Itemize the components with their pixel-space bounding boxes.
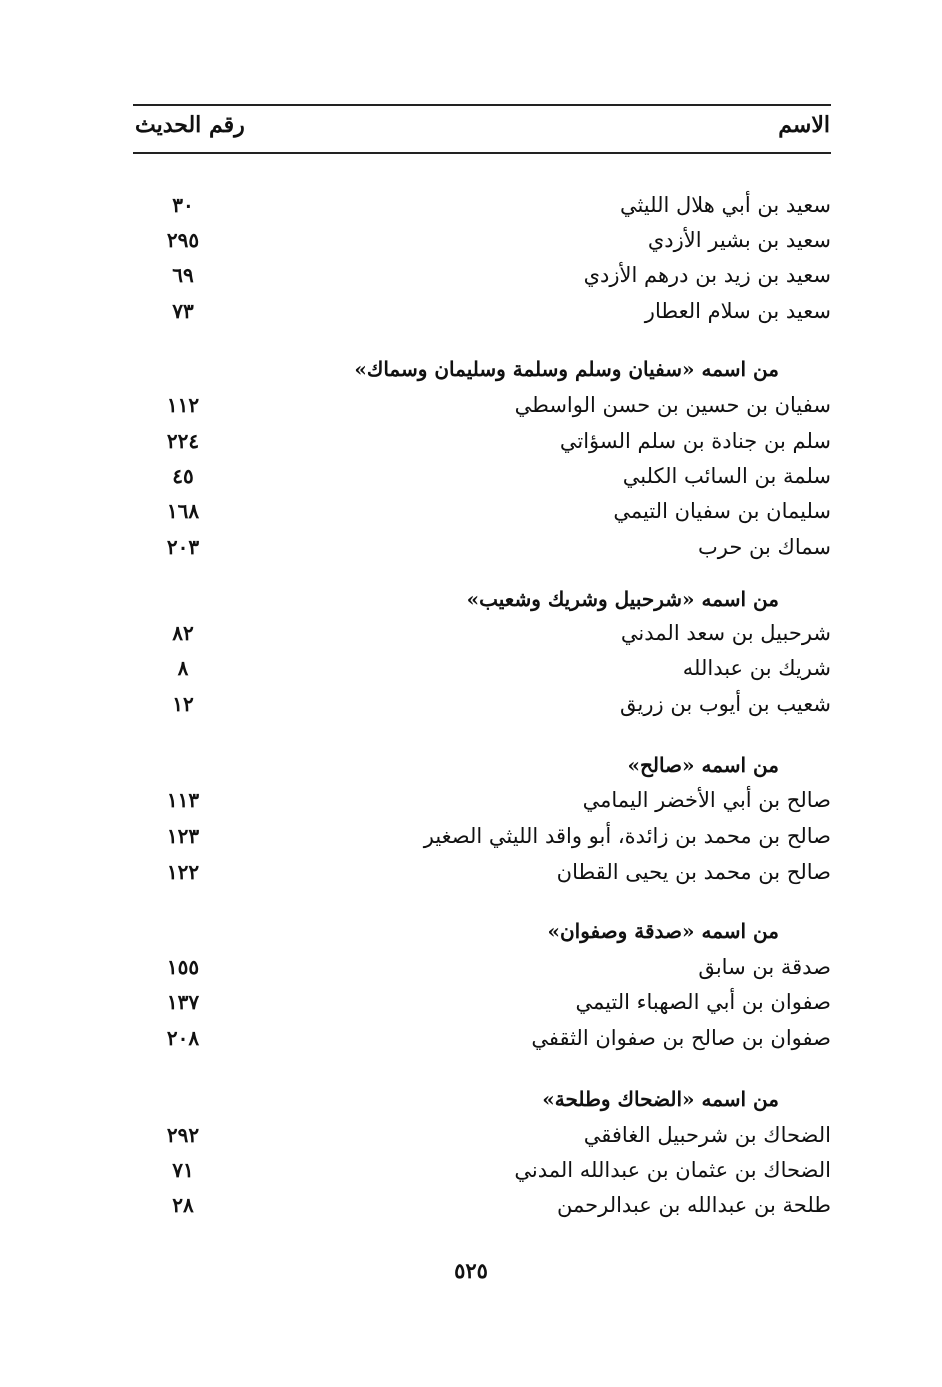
group-heading <box>133 748 831 782</box>
hadith-number: ٨ <box>177 656 189 680</box>
group-heading <box>133 352 831 386</box>
hadith-number: ٦٩ <box>172 263 194 287</box>
index-entry <box>133 687 831 721</box>
index-entry <box>133 188 831 222</box>
index-entry <box>133 494 831 528</box>
index-entry <box>133 1021 831 1055</box>
hadith-number: ١٥٥ <box>166 955 200 979</box>
hadith-number: ٤٥ <box>172 464 194 488</box>
page-number: ٥٢٥ <box>454 1258 488 1283</box>
hadith-number: ٢٨ <box>172 1193 194 1217</box>
entry-name: صدقة بن سابق <box>698 955 831 979</box>
hadith-number: ٧٣ <box>172 299 194 323</box>
header-bottom-rule <box>133 152 831 154</box>
number-column-header: رقم الحديث <box>135 112 245 138</box>
group-heading-text: من اسمه «سفيان وسلم وسلمة وسليمان وسماك» <box>354 357 779 381</box>
entry-name: سعيد بن أبي هلال الليثي <box>619 193 831 217</box>
entry-name: شعيب بن أيوب بن زريق <box>620 692 831 716</box>
hadith-number: ٣٠ <box>172 193 194 217</box>
index-entry <box>133 651 831 685</box>
header-top-rule <box>133 104 831 106</box>
hadith-number: ١٢ <box>172 692 194 716</box>
group-heading-text: من اسمه «صدقة وصفوان» <box>547 919 779 943</box>
hadith-number: ٢٠٨ <box>166 1026 200 1050</box>
index-entry <box>133 459 831 493</box>
entry-name: سلم بن جنادة بن سلم السؤاتي <box>559 429 831 453</box>
entry-name: سماك بن حرب <box>698 535 831 559</box>
index-entry <box>133 530 831 564</box>
index-entry <box>133 819 831 853</box>
hadith-number: ١١٣ <box>166 788 200 812</box>
index-entry <box>133 424 831 458</box>
hadith-number: ٢٠٣ <box>166 535 200 559</box>
hadith-number: ٢٩٢ <box>166 1123 200 1147</box>
hadith-number: ١٢٢ <box>166 860 200 884</box>
entry-name: سعيد بن زيد بن درهم الأزدي <box>583 263 831 287</box>
index-entry <box>133 985 831 1019</box>
index-entry <box>133 1153 831 1187</box>
group-heading-text: من اسمه «صالح» <box>627 753 779 777</box>
hadith-number: ١٢٣ <box>166 824 200 848</box>
entry-name: سليمان بن سفيان التيمي <box>613 499 831 523</box>
index-entry <box>133 855 831 889</box>
index-entry <box>133 1118 831 1152</box>
entry-name: سعيد بن بشير الأزدي <box>647 228 831 252</box>
index-entry <box>133 783 831 817</box>
hadith-number: ٢٢٤ <box>166 429 200 453</box>
index-entry <box>133 388 831 422</box>
hadith-number: ٨٢ <box>172 621 194 645</box>
entry-name: صالح بن محمد بن يحيى القطان <box>556 860 831 884</box>
entry-name: شريك بن عبدالله <box>682 656 831 680</box>
entry-name: الضحاك بن عثمان بن عبدالله المدني <box>514 1158 831 1182</box>
hadith-number: ٧١ <box>172 1158 194 1182</box>
group-heading <box>133 1082 831 1116</box>
group-heading <box>133 914 831 948</box>
entry-name: سعيد بن سلام العطار <box>644 299 831 323</box>
entry-name: صالح بن أبي الأخضر اليمامي <box>582 788 831 812</box>
hadith-number: ١٦٨ <box>166 499 200 523</box>
group-heading <box>133 582 831 616</box>
entry-name: الضحاك بن شرحبيل الغافقي <box>583 1123 831 1147</box>
entry-name: طلحة بن عبدالله بن عبدالرحمن <box>557 1193 831 1217</box>
index-entry <box>133 258 831 292</box>
group-heading-text: من اسمه «الضحاك وطلحة» <box>542 1087 779 1111</box>
entry-name: سلمة بن السائب الكلبي <box>622 464 831 488</box>
name-column-header: الاسم <box>778 112 830 138</box>
entry-name: شرحبيل بن سعد المدني <box>620 621 831 645</box>
entry-name: سفيان بن حسين بن حسن الواسطي <box>514 393 831 417</box>
entry-name: صفوان بن صالح بن صفوان الثقفي <box>531 1026 831 1050</box>
group-heading-text: من اسمه «شرحبيل وشريك وشعيب» <box>466 587 779 611</box>
hadith-number: ٢٩٥ <box>166 228 200 252</box>
entry-name: صالح بن محمد بن زائدة، أبو واقد الليثي الصغير <box>423 824 831 848</box>
index-entry <box>133 1188 831 1222</box>
hadith-number: ١١٢ <box>166 393 200 417</box>
entry-name: صفوان بن أبي الصهباء التيمي <box>575 990 831 1014</box>
index-entry <box>133 950 831 984</box>
index-entry <box>133 223 831 257</box>
index-entry <box>133 616 831 650</box>
index-entry <box>133 294 831 328</box>
hadith-number: ١٣٧ <box>166 990 200 1014</box>
